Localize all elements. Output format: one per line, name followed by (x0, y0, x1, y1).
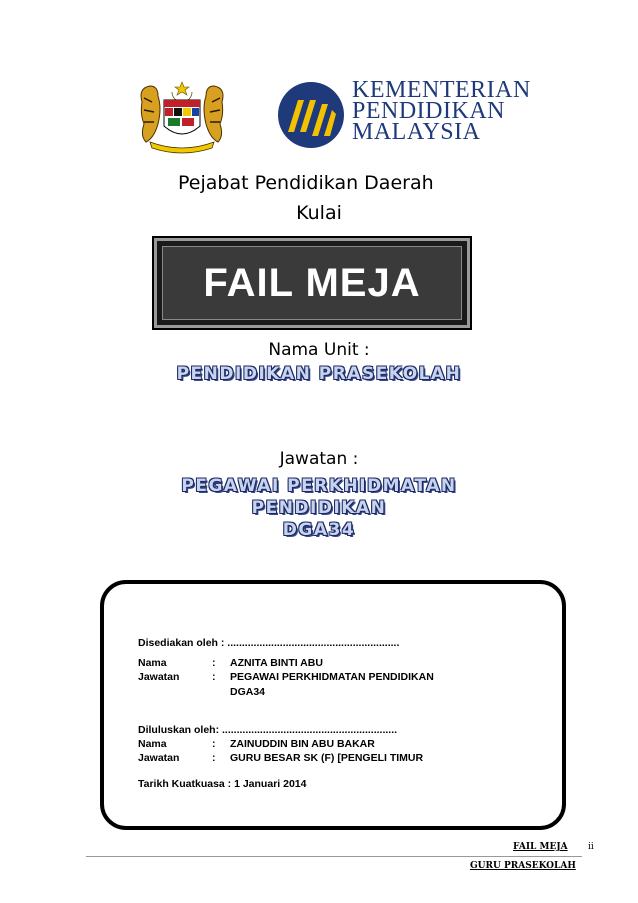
approved-name-value: ZAINUDDIN BIN ABU BAKAR (230, 738, 375, 750)
title-banner-inner (162, 246, 462, 320)
prepared-post-key: Jawatan (138, 671, 180, 683)
approval-box (100, 580, 566, 830)
colon: : (212, 752, 216, 764)
approved-post-row (138, 752, 423, 764)
office-line-1: Pejabat Pendidikan Daerah (178, 172, 434, 194)
prepared-name-row (138, 657, 323, 669)
ministry-line-3: MALAYSIA (352, 119, 481, 145)
footer-tag-2: GURU PRASEKOLAH (470, 861, 576, 871)
colon: : (212, 738, 216, 750)
malaysia-coat-of-arms-icon (136, 80, 228, 154)
unit-label: Nama Unit : (268, 340, 370, 360)
prepared-by: Disediakan oleh : ........................................................... (138, 637, 400, 649)
effective-date: Tarikh Kuatkuasa : 1 Januari 2014 (138, 778, 307, 790)
page-number: ii (588, 842, 594, 852)
approved-post-value: GURU BESAR SK (F) [PENGELI TIMUR (230, 752, 424, 764)
prepared-post-value: PEGAWAI PERKHIDMATAN PENDIDIKAN (230, 671, 434, 683)
position-line-2: PENDIDIKAN (251, 498, 387, 518)
colon: : (212, 671, 216, 683)
prepared-name-key: Nama (138, 657, 167, 669)
colon: : (212, 657, 216, 669)
ministry-line-2: PENDIDIKAN (352, 98, 505, 124)
office-line-2: Kulai (296, 202, 342, 224)
approved-by: Diluluskan oleh: ............................................................ (138, 724, 398, 736)
prepared-name-value: AZNITA BINTI ABU (230, 657, 323, 669)
document-title: FAIL MEJA (203, 260, 421, 305)
position-line-1: PEGAWAI PERKHIDMATAN (181, 476, 457, 496)
position-line-3: DGA34 (282, 520, 356, 540)
title-banner (152, 236, 472, 330)
approved-name-row (138, 738, 375, 750)
footer-divider (86, 856, 582, 857)
prepared-post-value-2: DGA34 (230, 686, 266, 698)
unit-name: PENDIDIKAN PRASEKOLAH (176, 364, 462, 384)
approved-name-key: Nama (138, 738, 167, 750)
approved-post-key: Jawatan (138, 752, 180, 764)
kpm-logo-icon (276, 80, 346, 150)
ministry-line-1: KEMENTERIAN (352, 77, 531, 103)
prepared-post-row (138, 671, 434, 683)
position-label: Jawatan : (279, 449, 359, 469)
footer-tag-1: FAIL MEJA (513, 842, 568, 852)
ministry-name (352, 77, 531, 145)
